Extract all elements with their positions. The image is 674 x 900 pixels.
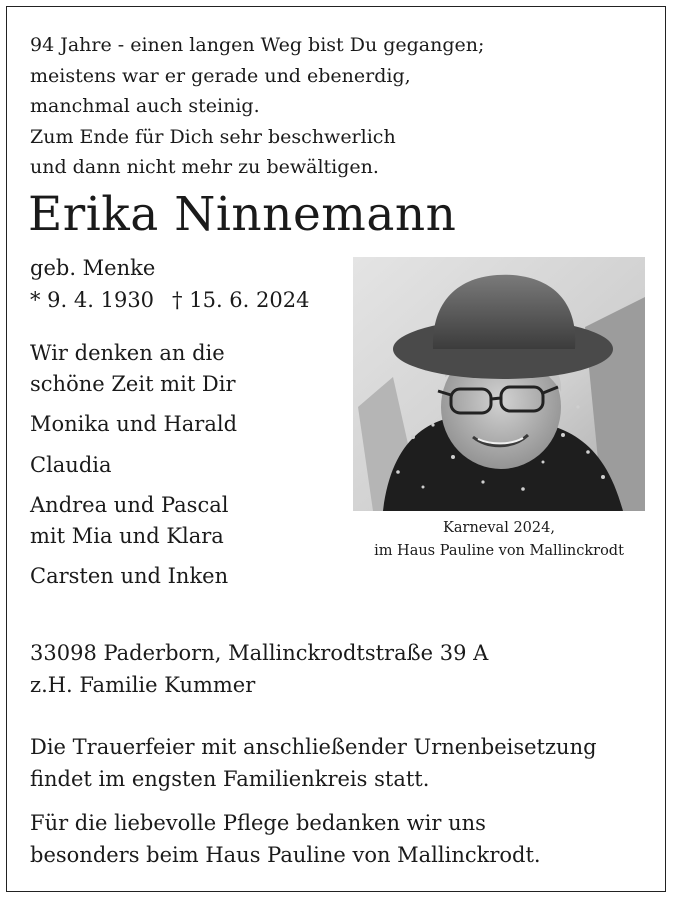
mourner-name: Claudia (30, 452, 112, 477)
poem-line: und dann nicht mehr zu bewältigen. (30, 156, 379, 178)
caption-line: im Haus Pauline von Mallinckrodt (374, 543, 624, 559)
caption-line: Karneval 2024, (443, 520, 555, 536)
death-date: † 15. 6. 2024 (172, 288, 310, 312)
funeral-line: Die Trauerfeier mit anschließender Urnenbeisetzung (30, 735, 597, 759)
thanks-notice (30, 807, 541, 871)
deceased-name: Erika Ninnemann (28, 187, 457, 242)
maiden-name: geb. Menke (30, 256, 156, 280)
mourners-intro (30, 338, 237, 399)
mourner-name: Monika und Harald (30, 412, 238, 436)
thanks-line: Für die liebevolle Pflege bedanken wir uns (30, 811, 486, 835)
mourner-group (30, 450, 237, 481)
poem-line: meistens war er gerade und ebenerdig, (30, 64, 411, 87)
family-address (30, 637, 488, 701)
poem-line: 94 Jahre - einen langen Weg bist Du gegangen; (30, 34, 485, 56)
mourner-group (30, 490, 237, 551)
funeral-line: findet im engsten Familienkreis statt. (30, 767, 430, 791)
poem-line: Zum Ende für Dich sehr beschwerlich (30, 125, 396, 148)
intro-line: Wir denken an die (30, 341, 225, 365)
address-line: 33098 Paderborn, Mallinckrodtstraße 39 A (30, 641, 489, 665)
intro-line: schöne Zeit mit Dir (30, 371, 236, 396)
mourner-group (30, 561, 237, 592)
thanks-line: besonders beim Haus Pauline von Mallinckrodt. (30, 843, 541, 867)
address-line: z.H. Familie Kummer (30, 673, 256, 697)
mourners-list (30, 338, 237, 602)
portrait-photo (353, 257, 645, 511)
mourner-name: Andrea und Pascal (30, 493, 229, 517)
mourner-name: mit Mia und Klara (30, 523, 224, 548)
portrait-image (353, 257, 645, 511)
photo-caption (353, 517, 645, 563)
funeral-notice (30, 731, 597, 795)
poem-line: manchmal auch steinig. (30, 95, 260, 117)
mourner-name: Carsten und Inken (30, 564, 229, 588)
life-dates (30, 284, 309, 316)
memorial-poem (30, 30, 484, 183)
birth-date: * 9. 4. 1930 (30, 288, 155, 312)
mourner-group (30, 409, 237, 440)
